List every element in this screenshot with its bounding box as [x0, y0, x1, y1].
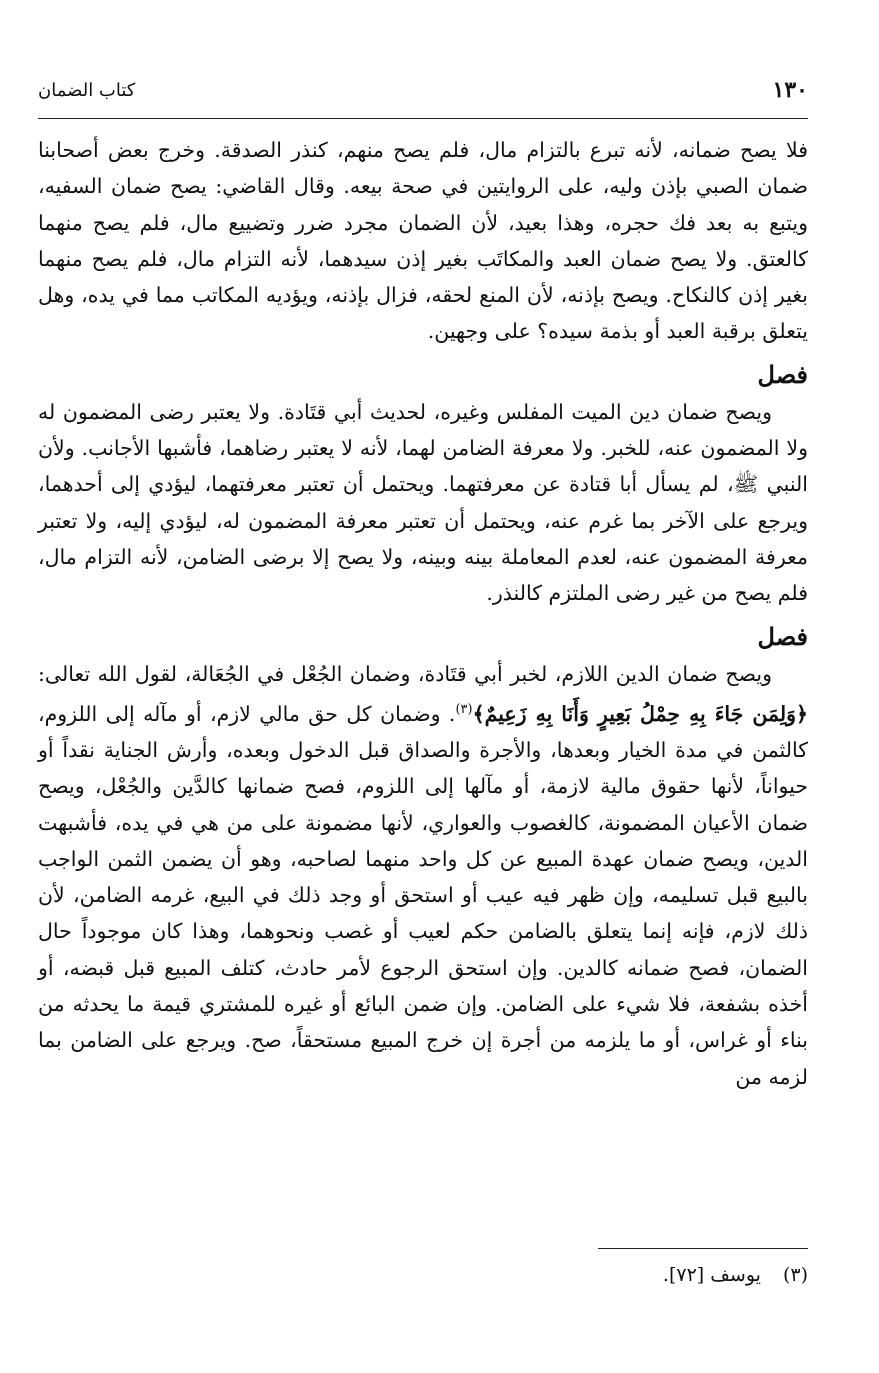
footnote-reference: (٣)	[455, 701, 473, 717]
section-2-text-before-verse: ويصح ضمان الدين اللازم، لخبر أبي قتَادة، وضمان الجُعْل في الجُعَالة، لقول الله تعالى:	[38, 661, 772, 686]
section-heading-1: فصل	[757, 359, 808, 389]
book-title: كتاب الضمان	[38, 79, 136, 101]
paragraph-continuation: فلا يصح ضمانه، لأنه تبرع بالتزام مال، فلم يصح منهم، كنذر الصدقة. وخرج بعض أصحابنا ضمان الصبي بإذن وليه، على الروايتين في صحة بيعه. وقال القاضي: يصح ضمان السفيه، ويتبع به بعد فك حجره، وهذا بعيد، لأن الضمان مجرد ضرر وتضييع مال، فلم يصح منهما كالعتق. ولا يصح ضمان العبد والمكاتَب بغير إذن سيدهما، لأنه التزام مال، فلم يصح منهما بغير إذن كالنكاح. ويصح بإذنه، لأن المنع لحقه، فزال بإذنه، ويؤديه المكاتب مما في يده، وهل يتعلق برقبة العبد أو بذمة سيده؟ على وجهين.	[38, 138, 808, 344]
header-divider	[38, 118, 808, 119]
footnote	[663, 1262, 808, 1288]
page-number: ١٣٠	[772, 77, 808, 103]
running-header	[38, 72, 808, 108]
footnote-divider	[598, 1248, 808, 1249]
quran-verse: ﴿وَلِمَن جَاءَ بِهِ حِمْلُ بَعِيرٍ وَأَنَا بِهِ زَعِيمٌ﴾	[472, 701, 808, 726]
section-1-paragraph: ويصح ضمان دين الميت المفلس وغيره، لحديث أبي قتَادة. ولا يعتبر رضى المضمون له ولا المضمون عنه، للخبر. ولا معرفة الضامن لهما، لأنه لا يعتبر رضاهما، فأشبها الأجانب. ولأن النبي ﷺ، لم يسأل أبا قتادة عن معرفتهما. ويحتمل أن تعتبر معرفتهما، ليؤدي إلى أحدهما، ويرجع على الآخر بما غرم عنه، ويحتمل أن تعتبر معرفة المضمون له، ليؤدي إليه، ولا تعتبر معرفة المضمون عنه، لعدم المعاملة بينه وبينه، ولا يصح إلا برضى الضامن، لأنه التزام مال، فلم يصح من غير رضى الملتزم كالنذر.	[38, 399, 808, 606]
section-2-paragraph	[38, 656, 808, 1095]
section-2-text-after-verse: . وضمان كل حق مالي لازم، أو مآله إلى اللزوم، كالثمن في مدة الخيار وبعدها، والأجرة والصداق قبل الدخول وبعده، وأرش الجناية نقداً أو حيواناً، لأنها حقوق مالية لازمة، أو مآلها إلى اللزوم، فصح ضمانها كالدَّين والجُعْل، ويصح ضمان الأعيان المضمونة، كالغصوب والعواري، لأنها مضمونة على من هي في يده، فأشبهت الدين، ويصح ضمان عهدة المبيع عن كل واحد منهما لصاحبه، وهو أن يضمن الثمن الواجب بالبيع قبل تسليمه، وإن ظهر فيه عيب أو استحق أو وجد ذلك في البيع، غرمه الضامن، لأن ذلك لازم، فإنه إنما يتعلق بالضامن حكم لعيب أو غصب ونحوهما، وهذا كان موجوداً حال الضمان، فصح ضمانه كالدين. وإن استحق الرجوع لأمر حادث، كتلف المبيع قبل قبضه، أو أخذه بشفعة، فلا شيء على الضامن. وإن ضمن البائع أو غيره للمشتري قيمة ما يحدثه من بناء أو غراس، أو ما يلزمه من أجرة إن خرج المبيع مستحقاً، صح. ويرجع على الضامن بما لزمه من	[38, 701, 808, 1089]
body-text	[38, 132, 808, 1095]
footnote-text: يوسف [٧٢].	[662, 1264, 761, 1286]
book-page	[38, 0, 808, 1373]
footnote-number: (٣)	[782, 1264, 808, 1286]
section-heading-2: فصل	[757, 621, 808, 651]
